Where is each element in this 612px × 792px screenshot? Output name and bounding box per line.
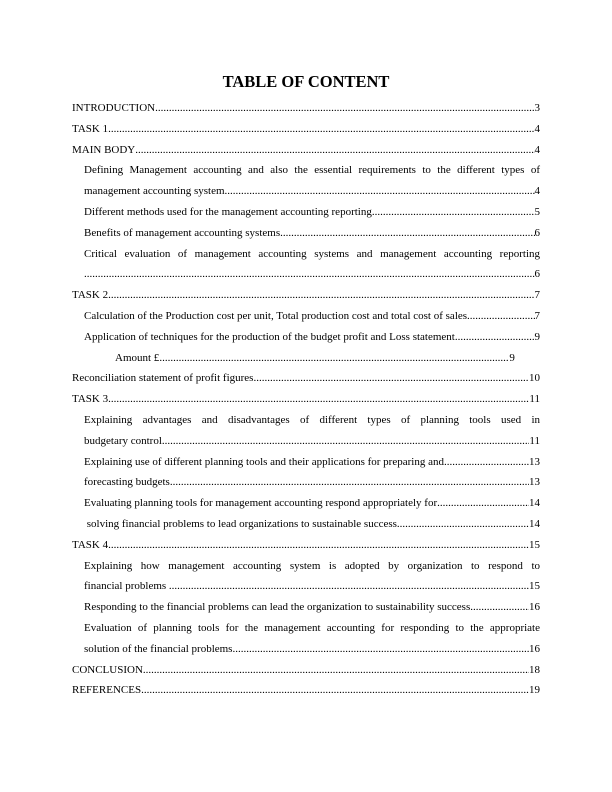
toc-page-number: 16 [529,642,540,655]
dot-leader [108,119,534,140]
toc-page-number: 7 [534,289,540,302]
dot-leader [162,431,530,452]
toc-entry-conclusion[interactable] [72,660,540,681]
toc-page-number: 10 [529,372,540,385]
toc-entry-main-body[interactable] [72,140,540,161]
toc-entry-task-2[interactable] [72,285,540,306]
dot-leader [159,348,509,369]
toc-entry-budgetary-control[interactable] [72,431,540,452]
table-of-contents [72,98,540,701]
toc-entry-forecasting-budgets[interactable] [72,472,540,493]
dot-leader [141,680,529,701]
toc-entry-label: CONCLUSION [72,663,143,676]
toc-entry-task-4[interactable] [72,535,540,556]
toc-page-number: 9 [534,330,540,343]
toc-entry-task-1[interactable] [72,119,540,140]
dot-leader [467,306,534,327]
dot-leader [169,576,529,597]
toc-page-number: 11 [529,393,540,406]
dot-leader [84,264,535,285]
toc-page-number: 15 [529,538,540,551]
toc-entry-label: Different methods used for the management accounting reporting [84,205,372,218]
toc-entry-label: Responding to the financial problems can lead the organization to sustainability success [84,601,471,614]
toc-entry-label: TASK 3 [72,393,109,406]
toc-entry-sustainable-success[interactable] [72,514,540,535]
toc-entry-solution-financial-problems[interactable] [72,639,540,660]
toc-page-number: 14 [529,497,540,510]
toc-entry-label: solution of the financial problems [84,642,233,655]
toc-page-number: 4 [534,185,540,198]
dot-leader [280,223,534,244]
toc-entry-introduction[interactable] [72,98,540,119]
toc-page-number: 15 [529,580,540,593]
toc-page-number: 16 [529,601,540,614]
toc-entry-defining-management-accounting[interactable] [72,181,540,202]
toc-entry-label: REFERENCES [72,684,142,697]
dot-leader [143,660,529,681]
toc-entry-label: TASK 4 [72,538,109,551]
toc-entry-label: Explaining use of different planning tools and their applications for preparing and [84,455,444,468]
toc-entry-label: management accounting system [84,185,225,198]
dot-leader [135,140,534,161]
toc-page-number: 13 [529,455,540,468]
toc-entry-label: INTRODUCTION [72,102,156,114]
toc-entry-label: Benefits of management accounting systems [84,226,281,239]
page-title: TABLE OF CONTENT [222,72,390,91]
toc-entry-line[interactable]: Defining Management accounting and also the essential requirements to the different types of [84,164,540,177]
toc-entry-label: Amount £ [115,351,160,364]
toc-entry-critical-evaluation[interactable] [72,264,540,285]
toc-page-number: 19 [529,684,540,697]
toc-entry-label: forecasting budgets [84,476,170,489]
toc-entry-label: Reconciliation statement of profit figures [72,372,254,385]
toc-entry-label: solving financial problems to lead organizations to sustainable success [84,517,397,530]
toc-entry-reconciliation[interactable] [72,368,540,389]
dot-leader [170,472,529,493]
toc-entry-label: Application of techniques for the production of the budget profit and Loss statement [84,330,455,343]
toc-entry-reporting-methods[interactable] [72,202,540,223]
dot-leader [232,639,529,660]
toc-entry-label: financial problems [84,580,169,593]
toc-entry-sustainability-success[interactable] [72,597,540,618]
toc-entry-line[interactable]: Evaluation of planning tools for the management accounting for responding to the appropriate [84,621,540,634]
dot-leader [444,452,529,473]
dot-leader [397,514,529,535]
toc-page-number: 11 [529,434,540,447]
toc-page-number: 9 [509,351,515,364]
toc-page-number: 6 [534,226,540,239]
toc-entry-evaluating-planning-tools[interactable] [72,493,540,514]
toc-page-number: 14 [529,517,540,530]
toc-entry-label: TASK 2 [72,289,109,302]
toc-entry-label: budgetary control [84,434,162,447]
toc-entry-production-cost[interactable] [72,306,540,327]
toc-entry-budget-profit-loss[interactable] [72,327,540,348]
toc-entry-label: Calculation of the Production cost per unit, Total production cost and total cost of sales [84,309,468,322]
dot-leader [455,327,535,348]
toc-entry-benefits[interactable] [72,223,540,244]
toc-page-number: 3 [534,102,540,114]
toc-entry-planning-tools-use[interactable] [72,452,540,473]
dot-leader [372,202,535,223]
toc-page-number: 4 [534,143,540,156]
toc-entry-label: MAIN BODY [72,143,136,156]
toc-entry-financial-problems[interactable] [72,576,540,597]
toc-page-number: 18 [529,663,540,676]
dot-leader [155,98,534,119]
dot-leader [437,493,529,514]
toc-entry-amount[interactable] [72,348,556,369]
toc-page-number: 4 [534,122,540,135]
dot-leader [225,181,535,202]
toc-entry-line[interactable]: Critical evaluation of management accounting systems and management accounting reporting [84,247,540,260]
toc-page-number: 5 [534,205,540,218]
toc-page-number: 13 [529,476,540,489]
dot-leader [470,597,529,618]
dot-leader [108,285,534,306]
dot-leader [108,535,529,556]
toc-entry-references[interactable] [72,680,540,701]
toc-entry-label: TASK 1 [72,122,109,135]
dot-leader [253,368,529,389]
toc-entry-task-3[interactable] [72,389,540,410]
toc-entry-line[interactable]: Explaining advantages and disadvantages of different types of planning tools used in [84,413,540,426]
toc-entry-line[interactable]: Explaining how management accounting system is adopted by organization to respond to [84,559,540,572]
toc-page-number: 7 [534,309,540,322]
dot-leader [108,389,529,410]
toc-entry-label: Evaluating planning tools for management accounting respond appropriately for [84,497,438,510]
toc-page-number: 6 [534,268,540,281]
